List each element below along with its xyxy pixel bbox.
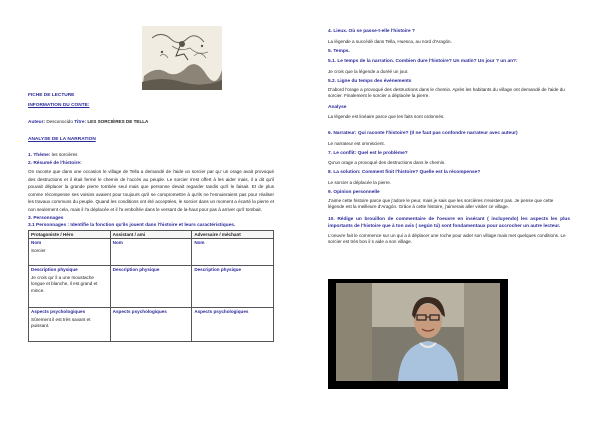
engraving-illustration bbox=[142, 26, 222, 90]
conflit-answer: Qu'un orage a provoqué des destructions dans le chemin. bbox=[328, 159, 446, 165]
right-page bbox=[300, 0, 600, 424]
conflit-title: 7. Le conflit: Quel est le problème? bbox=[328, 150, 408, 156]
resume-title: 2. Résumé de l'histoire: bbox=[28, 161, 82, 166]
opinion-title: 9. Opinion personnelle bbox=[328, 189, 380, 195]
lieux-title: 4. Lieux. Où se passe-t-elle l'histoire ? bbox=[328, 29, 415, 34]
table-cell: Description physique bbox=[110, 265, 192, 307]
personnages-title: 3. Personnages bbox=[28, 215, 64, 221]
temps-question: 5.1. Le temps de la narration. Combien dure l'histoire? Un matin? Un jour ? un an?: bbox=[328, 59, 518, 64]
theme-value: les sorcières bbox=[50, 152, 78, 157]
narrateur-title: 6. Narrateur: Qui raconte l'histoire? (Il ne faut pas confondre narrateur avec auteur) bbox=[328, 130, 518, 136]
auteur-value: Desconocido bbox=[45, 119, 75, 124]
temps-answer: Je crois que la légende a duréé un jour. bbox=[328, 69, 409, 74]
resume-text: On raconte que dans une occasion le village de Tella a demandé de l'aide un sorcier par qu' un orage avait provoqué des destructions et il était fermé le chemin de l'accès au peuple. Le sorcier s'est offert à les aider mais, il a dit qu'il pouvait déplacer la grande pierre tombée seul mais que personne devait regarder tandis qu'il le faisait. Et de plus comme récompense ses voisins avaient pour toujours qu'il se compromettre à qu'ils ne l'ennuieraient pas pour réaliser les travaux communs du peuple. Quand les conditions ont été acceptées, le sorcier dans un moment a écarté la pierre et non seulement cela, mais il l'a déplacée et il l'a emboîtée dans le versant de la-haut pour pas à arriver qu'il tombait. bbox=[28, 169, 274, 212]
ligne-title: 5.2. Ligne du temps des événements bbox=[328, 79, 412, 84]
characters-table bbox=[28, 230, 274, 342]
table-header: Adversaire / méchant bbox=[192, 230, 274, 238]
info-title: INFORMATION DU CONTE: bbox=[28, 103, 90, 108]
table-cell: Aspects psychologiques bbox=[110, 307, 192, 341]
analyse-answer: La légende est linéaire parce que les faits sont ordonnés. bbox=[328, 113, 445, 119]
titre-value: LES SORCIÈRES DE TELLA bbox=[86, 119, 149, 124]
opinion-answer: J'aime cette histoire parce que j'adore le peur, mais je sais que les sorcières n'existent pas. Je pense que cette légende est la meilleure d'Aragón. Grâce à cette histoire, j'aimerais aller visiter ce village. bbox=[328, 197, 554, 210]
analyse-title: ANALYSE DE LA NARRATION bbox=[28, 137, 96, 142]
personnages-subtitle: 3.1 Personnages : Identifie la fonction qu'ils jouent dans l'histoire et leurs caractéristiques. bbox=[28, 222, 236, 228]
table-cell: Nom Sorcier bbox=[29, 238, 111, 265]
titre-label: Titre: bbox=[74, 120, 87, 125]
table-cell: Nom bbox=[192, 238, 274, 265]
theme-label: 1. Thème: bbox=[28, 153, 51, 158]
commentaire-title: 10. Rédige un brouillon de commentaire de l'oeuvre en insérant ( incluyendo) les aspects les plus importants de l'histoire que à ton avis ( según tú) sont fondamentaux pour accrocher un autre lecteur. bbox=[328, 216, 570, 229]
fiche-title: FICHE DE LECTURE bbox=[28, 93, 75, 98]
narrateur-answer: Le narrateur est omniscient. bbox=[328, 140, 385, 146]
table-cell: Nom bbox=[110, 238, 192, 265]
commentaire-answer: L'oeuvre fait le commence sur un qui a à déplacer une roche pour aider son village mais met quelques conditions. Le sorcier est très bon il s aide a son village. bbox=[328, 233, 566, 245]
ligne-answer: D'abord l'orage a provoqué des destructions dans le chemin. Après les habitants du village ont demandé de l'aide du sorcier. Finalement le sorcier a déplacée la pierre. bbox=[328, 87, 565, 99]
video-still bbox=[328, 279, 508, 389]
table-cell: Aspects psychologiques bbox=[192, 307, 274, 341]
video-frame[interactable] bbox=[328, 279, 508, 389]
table-cell: Description physique bbox=[192, 265, 274, 307]
table-header: Assistant / ami bbox=[110, 230, 192, 238]
auteur-label: Auteur: bbox=[28, 120, 46, 125]
analyse-label: Analyse bbox=[328, 104, 347, 110]
solution-answer: Le sorcier a déplacée la pierre. bbox=[328, 179, 392, 185]
lieux-answer: La légende a succédé dans Tella, Huesca, au nord d'Aragón. bbox=[328, 39, 452, 44]
table-cell: Aspects psychologiques Sûrement il est très savant et puissant. bbox=[29, 307, 111, 341]
solution-title: 8. La solution: Comment finit l'histoire? Quelle est la récompense? bbox=[328, 169, 481, 175]
temps-title: 5. Temps. bbox=[328, 49, 350, 54]
table-header: Protagoniste / Héro bbox=[29, 230, 111, 238]
table-cell: Description physique Je crois qu' il a une moustache longue et blanche, il est grand et mince. bbox=[29, 265, 111, 307]
